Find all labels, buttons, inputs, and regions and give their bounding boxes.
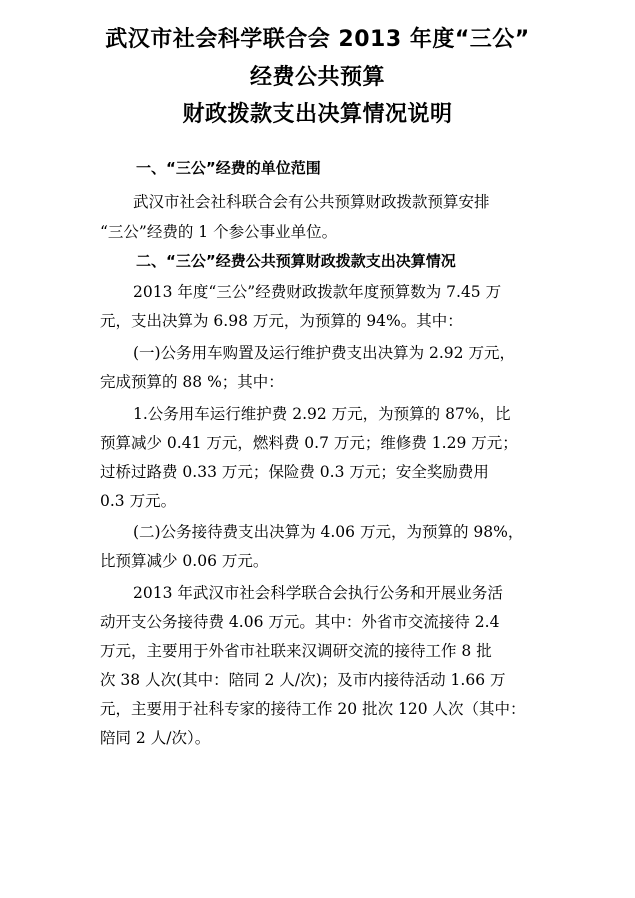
body-line: (一)公务用车购置及运行维护费支出决算为 2.92 万元，	[133, 344, 515, 362]
body-line: 元，支出决算为 6.98 万元，为预算的 94%。其中：	[100, 312, 463, 330]
body-line: 次 38 人次(其中：陪同 2 人/次)；及市内接待活动 1.66 万	[100, 671, 506, 689]
body-line: 完成预算的 88 %；其中：	[100, 373, 284, 391]
body-line: 1.公务用车运行维护费 2.92 万元，为预算的 87%，比	[133, 405, 511, 423]
body-line: 预算减少 0.41 万元，燃料费 0.7 万元；维修费 1.29 万元；	[100, 434, 518, 452]
document-title-line-1: 武汉市社会科学联合会 2013 年度“三公”	[105, 27, 530, 52]
body-line: 2013 年度“三公”经费财政拨款年度预算数为 7.45 万	[133, 283, 502, 301]
body-line: “三公”经费的 1 个参公事业单位。	[100, 223, 338, 241]
body-line: 陪同 2 人/次）。	[100, 729, 211, 747]
document-title-line-3: 财政拨款支出决算情况说明	[182, 102, 453, 127]
document-title-line-2: 经费公共预算	[249, 65, 385, 90]
section-heading-budget-execution: 二、“三公”经费公共预算财政拨款支出决算情况	[136, 252, 456, 270]
body-line: (二)公务接待费支出决算为 4.06 万元，为预算的 98%，	[133, 523, 524, 541]
body-line: 元，主要用于社科专家的接待工作 20 批次 120 人次（其中：	[100, 700, 526, 718]
section-heading-scope: 一、“三公”经费的单位范围	[136, 159, 321, 177]
body-line: 0.3 万元。	[100, 492, 177, 510]
body-line: 动开支公务接待费 4.06 万元。其中：外省市交流接待 2.4	[100, 613, 500, 631]
body-line: 武汉市社会社科联合会有公共预算财政拨款预算安排	[133, 193, 490, 211]
body-line: 过桥过路费 0.33 万元；保险费 0.3 万元；安全奖励费用	[100, 463, 489, 481]
body-line: 比预算减少 0.06 万元。	[100, 552, 269, 570]
body-line: 万元，主要用于外省市社联来汉调研交流的接待工作 8 批	[100, 642, 492, 660]
body-line: 2013 年武汉市社会科学联合会执行公务和开展业务活	[133, 584, 503, 602]
